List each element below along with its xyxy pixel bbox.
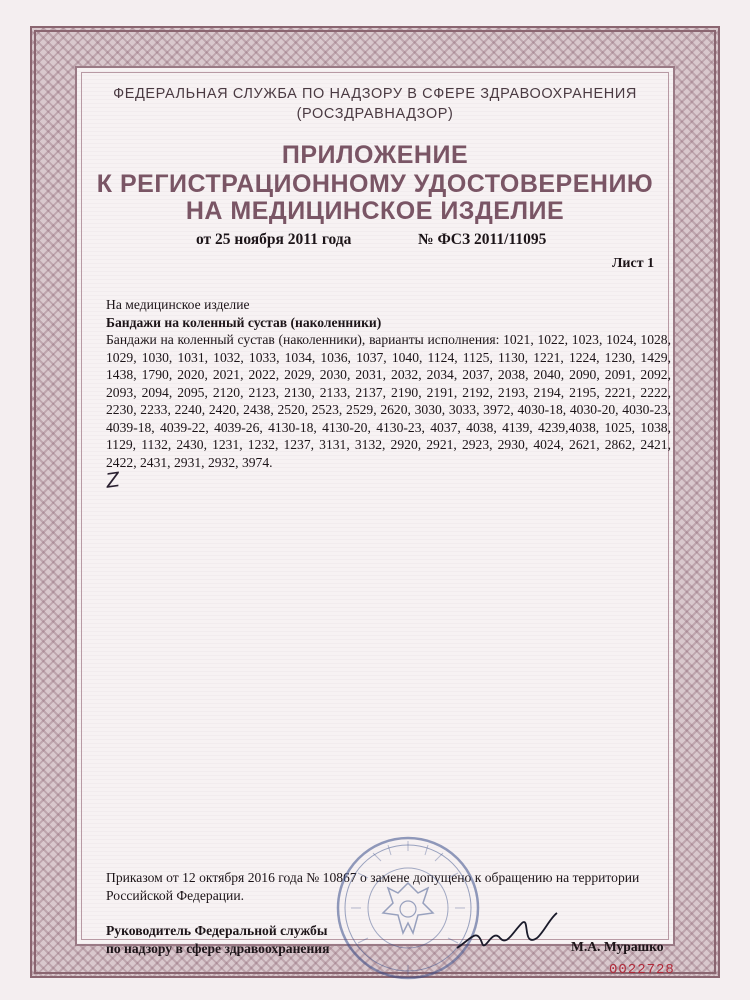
product-name: Бандажи на коленный сустав (наколенники) — [106, 314, 382, 330]
signature — [452, 908, 562, 958]
title-line-1: ПРИЛОЖЕНИЕ — [281, 141, 469, 169]
handwritten-mark: Z — [104, 467, 122, 493]
intro-line: На медицинское изделие — [106, 297, 250, 312]
sheet-number: Лист 1 — [612, 256, 655, 271]
head-title — [106, 922, 329, 957]
head-title-line-2: по надзору в сфере здравоохранения — [106, 940, 330, 956]
certificate-date: от 25 ноября 2011 года — [196, 231, 352, 248]
order-text: Приказом от 12 октября 2016 года № 10867 о замене допущено к обращению на территории Российской Федерации. — [106, 870, 640, 903]
title-line-2: К РЕГИСТРАЦИОННОМУ УДОСТОВЕРЕНИЮ — [96, 170, 654, 198]
document-body — [106, 296, 671, 471]
agency-name: ФЕДЕРАЛЬНАЯ СЛУЖБА ПО НАДЗОРУ В СФЕРЕ ЗДРАВООХРАНЕНИЯ — [113, 86, 637, 102]
head-name: М.А. Мурашко — [571, 939, 664, 954]
title-line-3: НА МЕДИЦИНСКОЕ ИЗДЕЛИЕ — [185, 197, 565, 225]
head-title-line-1: Руководитель Федеральной службы — [106, 923, 328, 938]
certificate-number: № ФСЗ 2011/11095 — [418, 231, 547, 248]
product-description: Бандажи на коленный сустав (наколенники), варианты исполнения: 1021, 1022, 1023, 1024, 1028, 1029, 1030, 1031, 1032, 1033, 1034, 1036, 1037, 1040, 1124, 1125, 1130, 1221, 1224, 1230, 1429, 1438, 1790, 2020, 2021, 2022, 2029, 2030, 2031, 2032, 2034, 2037, 2038, 2040, 2090, 2091, 2092, 2093, 2094, 2095, 2120, 2123, 2130, 2133, 2137, 2190, 2191, 2192, 2193, 2194, 2195, 2221, 2222, 2230, 2233, 2240, 2420, 2438, 2520, 2523, 2529, 2620, 3030, 3033, 3972, 4030-18, 4030-20, 4030-23, 4039-18, 4039-22, 4039-26, 4130-18, 4130-20, 4130-23, 4037, 4038, 4139, 4239,4038, 1025, 1038, 1129, 1132, 2430, 1231, 1232, 1237, 3131, 3132, 2920, 2921, 2923, 2930, 4024, 2621, 2862, 2421, 2422, 2431, 2931, 2932, 3974. — [106, 332, 671, 470]
agency-short-name: (РОСЗДРАВНАДЗОР) — [296, 106, 454, 122]
serial-number: 0022728 — [609, 962, 675, 978]
